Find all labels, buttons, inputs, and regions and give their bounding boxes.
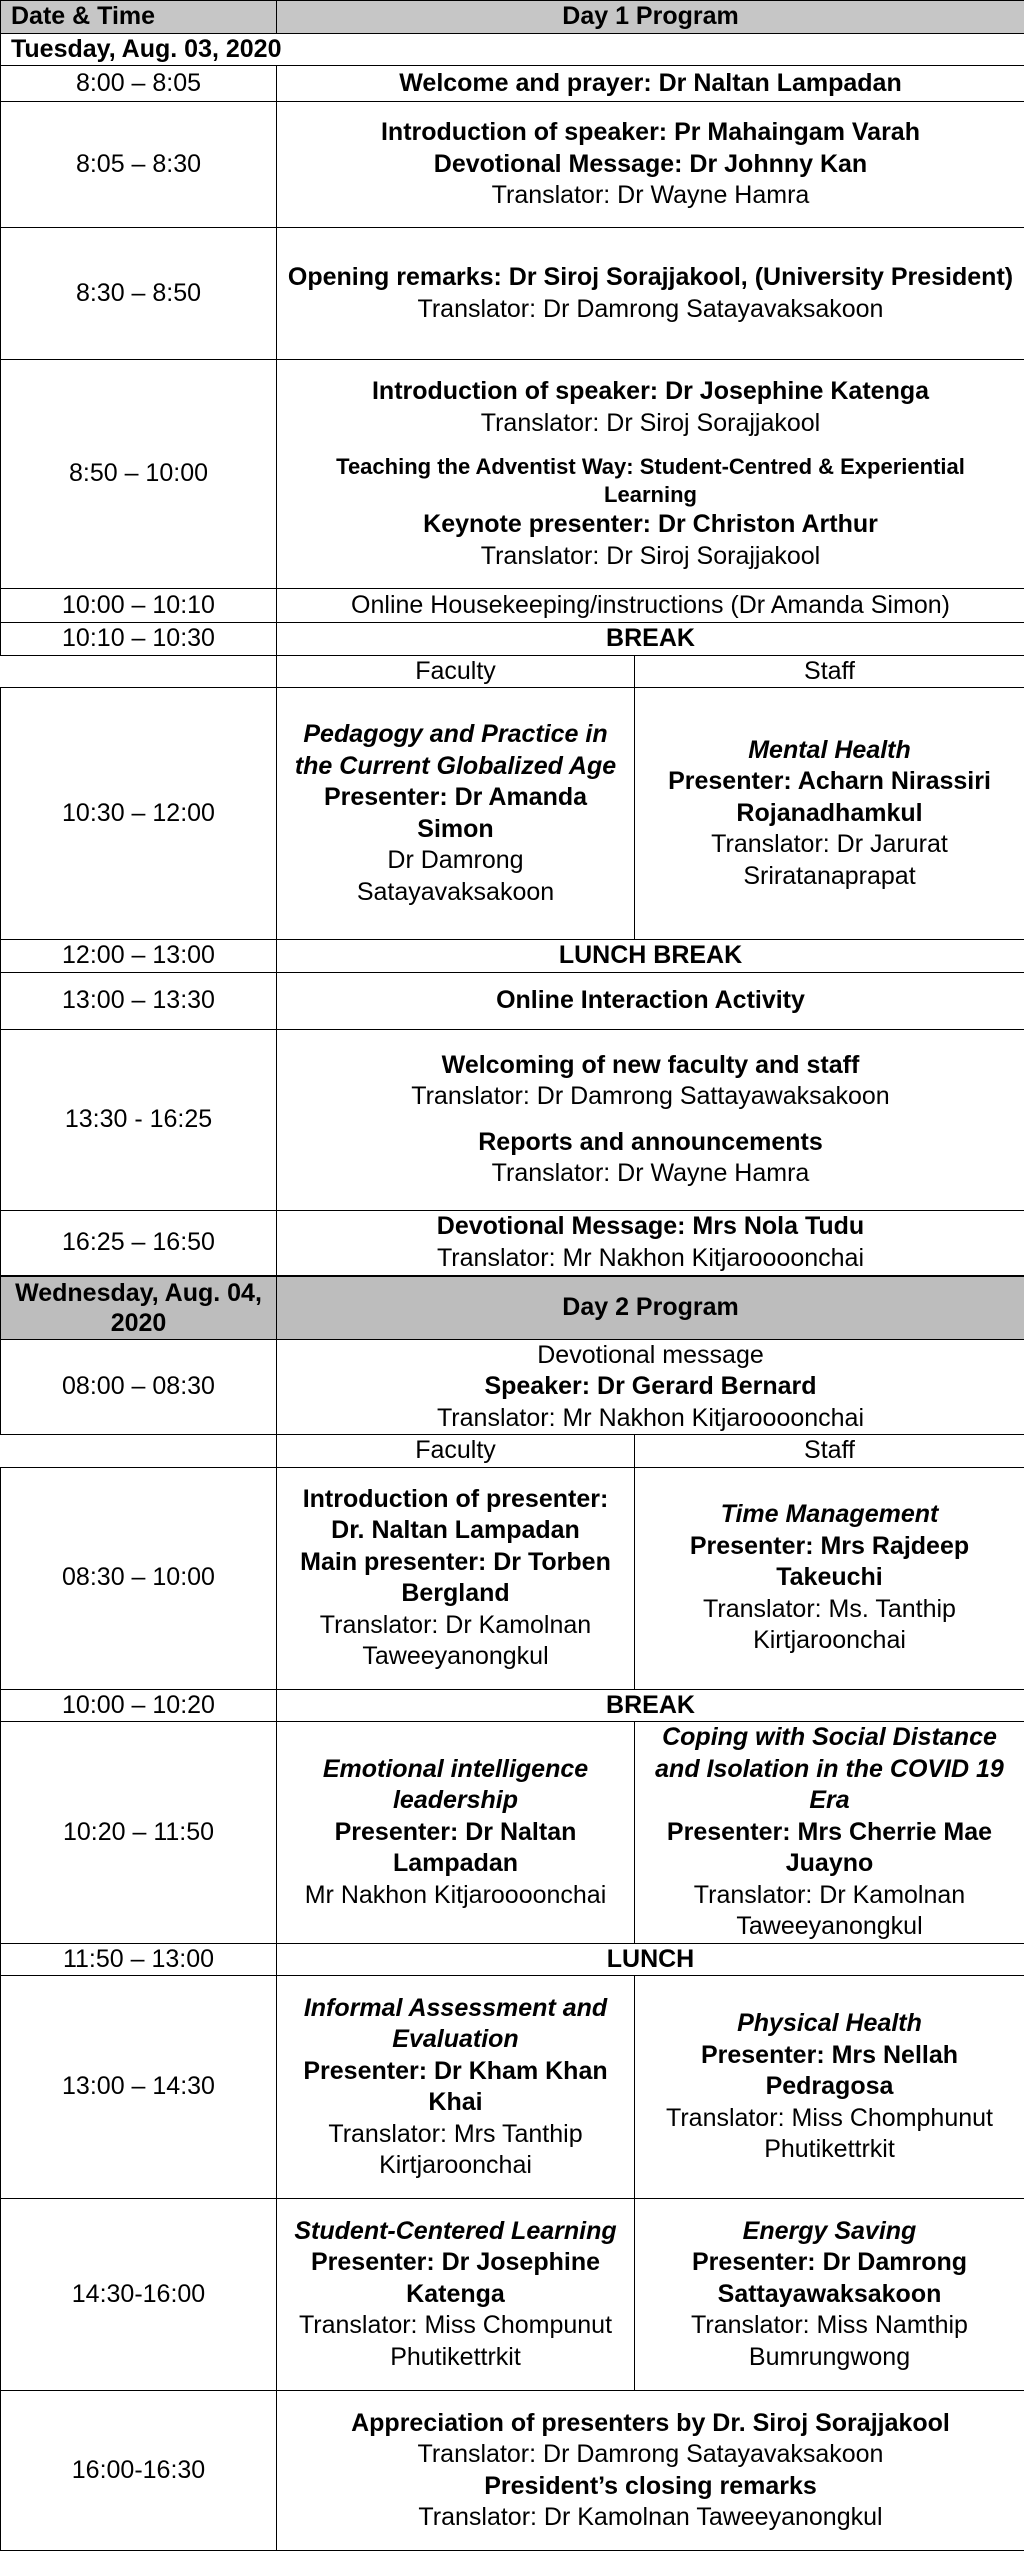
session-line: Devotional Message: [436, 1212, 678, 1241]
session-cell: Welcome and prayer: Dr Naltan Lampadan: [277, 66, 1024, 102]
table-row: [1, 360, 1024, 589]
day1-date: Tuesday, Aug. 03, 2020: [1, 33, 1024, 66]
day2-date: Wednesday, Aug. 04, 2020: [1, 1276, 277, 1339]
table-row: [1, 1029, 1024, 1210]
table-row: [1, 688, 1024, 940]
session-cell: [277, 1210, 1024, 1276]
session-line: Appreciation of presenters by Dr. Siroj Sorajjakool: [351, 2408, 950, 2437]
empty-cell: [1, 655, 277, 688]
table-row: [1, 1943, 1024, 1976]
session-line: Welcoming of new faculty and staff: [441, 1050, 860, 1079]
translator-line: Translator: Ms. Tanthip Kirtjaroonchai: [703, 1594, 956, 1655]
session-line: President’s closing remarks: [484, 2471, 817, 2500]
time-cell: 16:00-16:30: [1, 2391, 277, 2551]
session-cell: [277, 1339, 1024, 1435]
session-cell: [277, 1029, 1024, 1210]
translator-line: Mr Nakhon Kitjaroooonchai: [304, 1880, 607, 1909]
session-line: : Mrs Nola Tudu: [677, 1212, 865, 1241]
staff-session-cell: [635, 1467, 1024, 1689]
translator-line: Translator: Miss Namthip Bumrungwong: [691, 2311, 968, 2371]
table-row: [1, 2391, 1024, 2551]
session-line: Introduction of speaker: Pr Mahaingam Varah: [380, 118, 920, 147]
session-cell: [277, 228, 1024, 360]
table-row: [1, 940, 1024, 973]
presenter-line: Presenter: Dr Naltan Lampadan: [334, 1817, 577, 1877]
presenter-line: Presenter: Mrs Rajdeep Takeuchi: [689, 1531, 970, 1592]
session-title: Informal Assessment and Evaluation: [303, 1993, 608, 2053]
translator-line: Translator: Dr Kamolnan Taweeyanongkul: [418, 2503, 883, 2531]
presenter-line: Main presenter: Dr Torben Bergland: [300, 1547, 611, 1607]
table-row: [1, 1339, 1024, 1435]
time-cell: 8:30 – 8:50: [1, 228, 277, 360]
translator-line: Translator: Dr Wayne Hamra: [491, 1159, 810, 1187]
day1-date-row: [1, 33, 1024, 66]
faculty-session-cell: [277, 1976, 635, 2199]
staff-track-label: Staff: [635, 1435, 1024, 1468]
empty-cell: [1, 1435, 277, 1468]
time-cell: 10:30 – 12:00: [1, 688, 277, 940]
translator-line: Translator: Dr Damrong Satayavaksakoon: [417, 2440, 884, 2468]
session-line: Opening remarks: Dr Siroj Sorajjakool, (University President): [287, 263, 1014, 291]
time-cell: 8:00 – 8:05: [1, 66, 277, 102]
time-cell: 10:00 – 10:10: [1, 589, 277, 623]
session-title: Energy Saving: [742, 2216, 917, 2245]
translator-line: Translator: Dr Siroj Sorajjakool: [480, 541, 821, 570]
table-row: [1, 228, 1024, 360]
faculty-session-cell: [277, 1722, 635, 1944]
presenter-line: Presenter: Acharn Nirassiri Rojanadhamkul: [668, 767, 991, 827]
break-cell: BREAK: [277, 1689, 1024, 1722]
translator-line: Translator: Dr Siroj Sorajjakool: [480, 408, 821, 437]
table-row: [1, 102, 1024, 228]
table-row: [1, 1689, 1024, 1722]
presenter-line: Presenter: Mrs Cherrie Mae Juayno: [666, 1817, 993, 1877]
time-cell: 10:10 – 10:30: [1, 623, 277, 656]
session-line: Devotional message: [537, 1340, 764, 1369]
session-line: Devotional Message: Dr Johnny Kan: [433, 149, 868, 178]
translator-line: Translator: Mr Nakhon Kitjaroooonchai: [436, 1403, 865, 1432]
time-cell: 16:25 – 16:50: [1, 1210, 277, 1276]
session-cell: [277, 2391, 1024, 2551]
session-title: Coping with Social Distance and Isolation in the COVID 19 Era: [655, 1723, 1004, 1814]
session-line: Introduction of presenter: Dr. Naltan Lampadan: [302, 1484, 609, 1544]
translator-line: Translator: Dr Wayne Hamra: [491, 181, 810, 210]
time-cell: 11:50 – 13:00: [1, 1943, 277, 1976]
staff-session-cell: [635, 688, 1024, 940]
table-row: [1, 589, 1024, 623]
time-cell: 13:00 – 14:30: [1, 1976, 277, 2199]
faculty-track-label: Faculty: [277, 655, 635, 688]
session-cell: Online Interaction Activity: [277, 972, 1024, 1029]
translator-line: Translator: Mrs Tanthip Kirtjaroonchai: [328, 2119, 583, 2179]
table-row: [1, 1722, 1024, 1944]
faculty-session-cell: [277, 688, 635, 940]
translator-line: Translator: Dr Jarurat Sriratanaprapat: [711, 830, 948, 890]
session-cell: Online Housekeeping/instructions (Dr Amanda Simon): [277, 589, 1024, 623]
translator-line: Translator: Dr Kamolnan Taweeyanongkul: [693, 1880, 966, 1940]
presenter-line: Presenter: Dr Damrong Sattayawaksakoon: [691, 2248, 968, 2308]
translator-line: Translator: Miss Chomphunut Phutikettrkit: [666, 2103, 993, 2164]
header-date-time: Date & Time: [1, 1, 277, 34]
session-title: Pedagogy and Practice in the Current Globalized Age: [294, 720, 617, 780]
time-cell: 13:30 - 16:25: [1, 1029, 277, 1210]
staff-session-cell: [635, 2199, 1024, 2391]
table-row: [1, 972, 1024, 1029]
time-cell: 12:00 – 13:00: [1, 940, 277, 973]
session-line: Keynote presenter: Dr Christon Arthur: [423, 510, 878, 538]
translator-line: Dr Damrong Satayavaksakoon: [356, 846, 555, 906]
break-cell: BREAK: [277, 623, 1024, 656]
translator-line: Translator: Mr Nakhon Kitjaroooonchai: [436, 1243, 865, 1272]
staff-track-label: Staff: [635, 655, 1024, 688]
session-line: Reports and announcements: [478, 1127, 823, 1156]
session-cell: [277, 360, 1024, 589]
session-title: Time Management: [720, 1500, 939, 1529]
time-cell: 08:30 – 10:00: [1, 1467, 277, 1689]
table-row: [1, 66, 1024, 102]
session-title: Student-Centered Learning: [294, 2216, 617, 2245]
header-day1-program: Day 1 Program: [277, 1, 1024, 34]
time-cell: 8:50 – 10:00: [1, 360, 277, 589]
time-cell: 13:00 – 13:30: [1, 972, 277, 1029]
presenter-line: Presenter: Dr Josephine Katenga: [311, 2248, 600, 2308]
faculty-session-cell: [277, 1467, 635, 1689]
presenter-line: Presenter: Dr Kham Khan Khai: [303, 2056, 608, 2116]
staff-session-cell: [635, 1976, 1024, 2199]
time-cell: 08:00 – 08:30: [1, 1339, 277, 1435]
translator-line: Translator: Dr Damrong Sattayawaksakoon: [411, 1082, 890, 1110]
presenter-line: Presenter: Dr Amanda Simon: [323, 783, 588, 843]
session-title: Mental Health: [748, 735, 911, 764]
day2-header-row: [1, 1276, 1024, 1339]
day2-title: Day 2 Program: [277, 1276, 1024, 1339]
session-title: Teaching the Adventist Way: Student-Centred & Experiential Learning: [336, 454, 965, 507]
time-cell: 10:00 – 10:20: [1, 1689, 277, 1722]
time-cell: 14:30-16:00: [1, 2199, 277, 2391]
translator-line: Translator: Dr Damrong Satayavaksakoon: [417, 294, 884, 323]
table-row: [1, 623, 1024, 656]
faculty-track-label: Faculty: [277, 1435, 635, 1468]
time-cell: 10:20 – 11:50: [1, 1722, 277, 1944]
session-line: Introduction of speaker: Dr Josephine Katenga: [371, 377, 930, 405]
table-row: [1, 2199, 1024, 2391]
table-row: [1, 1976, 1024, 2199]
faculty-session-cell: [277, 2199, 635, 2391]
time-cell: 8:05 – 8:30: [1, 102, 277, 228]
translator-line: Translator: Miss Chompunut Phutikettrkit: [298, 2311, 613, 2371]
break-cell: LUNCH: [277, 1943, 1024, 1976]
session-cell: [277, 102, 1024, 228]
staff-session-cell: [635, 1722, 1024, 1944]
table-header: [1, 1, 1024, 34]
table-row: [1, 1467, 1024, 1689]
track-header-row: [1, 1435, 1024, 1468]
session-title: Emotional intelligence leadership: [322, 1754, 589, 1814]
table-row: [1, 1210, 1024, 1276]
session-title: Physical Health: [737, 2009, 922, 2038]
presenter-line: Presenter: Mrs Nellah Pedragosa: [700, 2040, 959, 2101]
translator-line: Translator: Dr Kamolnan Taweeyanongkul: [319, 1610, 592, 1670]
session-line: Speaker: Dr Gerard Bernard: [484, 1372, 817, 1400]
break-cell: LUNCH BREAK: [277, 940, 1024, 973]
track-header-row: [1, 655, 1024, 688]
